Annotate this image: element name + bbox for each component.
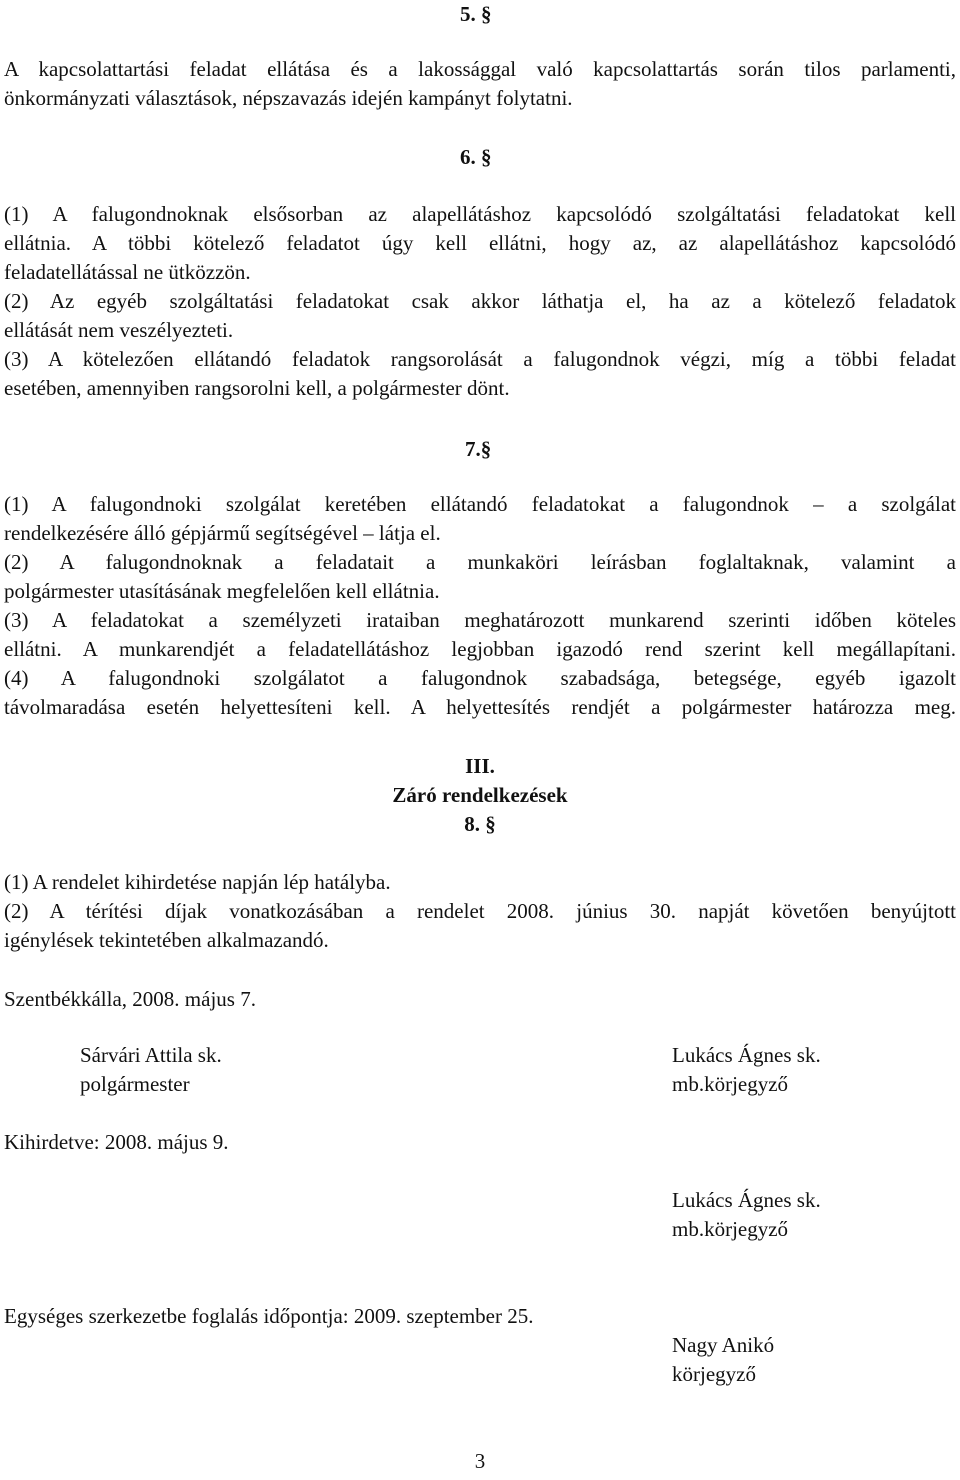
section-7-heading: 7.§ — [465, 437, 492, 461]
section-6-line-3: feladatellátással ne ütközzön. — [4, 260, 251, 284]
section-8-heading: 8. § — [464, 812, 496, 836]
notary-title: mb.körjegyző — [672, 1072, 789, 1096]
section-7-line-8: távolmaradása esetén helyettesíteni kell. A helyettesítés rendjét a polgármester határozza meg. — [4, 695, 956, 719]
section-7-line-7: (4) A falugondnoki szolgálatot a falugondnok szabadsága, betegsége, egyéb igazolt — [4, 666, 956, 690]
chapter-title: Záró rendelkezések — [392, 783, 568, 807]
section-8-line-1: (1) A rendelet kihirdetése napján lép hatályba. — [4, 870, 391, 894]
section-6-line-6: (3) A kötelezően ellátandó feladatok rangsorolását a falugondnok végzi, míg a többi feladat — [4, 347, 956, 371]
section-6-line-7: esetében, amennyiben rangsorolni kell, a polgármester dönt. — [4, 376, 510, 400]
mayor-title: polgármester — [80, 1072, 190, 1096]
page-number: 3 — [474, 1449, 486, 1473]
promulgation-signer-title: mb.körjegyző — [672, 1217, 789, 1241]
chapter-number: III. — [465, 754, 495, 778]
mayor-name: Sárvári Attila sk. — [80, 1043, 222, 1067]
section-7-line-3: (2) A falugondnoknak a feladatait a munkaköri leírásban foglaltaknak, valamint a — [4, 550, 956, 574]
section-7-line-2: rendelkezésére álló gépjármű segítségével – látja el. — [4, 521, 441, 545]
consolidation-signer-name: Nagy Anikó — [672, 1333, 775, 1357]
section-5-line-2: önkormányzati választások, népszavazás idején kampányt folytatni. — [4, 86, 573, 110]
consolidation-signer-title: körjegyző — [672, 1362, 756, 1386]
section-8-line-2: (2) A térítési díjak vonatkozásában a rendelet 2008. június 30. napját követően benyújtott — [4, 899, 956, 923]
section-6-line-2: ellátnia. A többi kötelező feladatot úgy kell ellátni, hogy az, az alapellátáshoz kapcsolódó — [4, 231, 956, 255]
section-6-line-5: ellátását nem veszélyezteti. — [4, 318, 234, 342]
section-6-heading: 6. § — [460, 145, 492, 169]
section-7-line-5: (3) A feladatokat a személyzeti irataiban meghatározott munkarend szerinti időben köteles — [4, 608, 956, 632]
section-5-heading: 5. § — [460, 2, 492, 26]
promulgation-signer-name: Lukács Ágnes sk. — [672, 1188, 821, 1212]
section-7-line-4: polgármester utasításának megfelelően kell ellátnia. — [4, 579, 440, 603]
section-6-line-4: (2) Az egyéb szolgáltatási feladatokat csak akkor láthatja el, ha az a kötelező feladatok — [4, 289, 956, 313]
section-5-line-1: A kapcsolattartási feladat ellátása és a lakossággal való kapcsolattartás során tilos parlamenti, — [4, 57, 956, 81]
section-7-line-1: (1) A falugondnoki szolgálat keretében ellátandó feladatokat a falugondnok – a szolgálat — [4, 492, 956, 516]
section-6-line-1: (1) A falugondnoknak elsősorban az alapellátáshoz kapcsolódó szolgáltatási feladatokat kell — [4, 202, 956, 226]
section-7-line-6: ellátni. A munkarendjét a feladatellátáshoz legjobban igazodó rend szerint kell megállapítani. — [4, 637, 956, 661]
consolidation-date: Egységes szerkezetbe foglalás időpontja: 2009. szeptember 25. — [4, 1304, 534, 1328]
notary-name: Lukács Ágnes sk. — [672, 1043, 821, 1067]
section-8-line-3: igénylések tekintetében alkalmazandó. — [4, 928, 329, 952]
promulgation-date: Kihirdetve: 2008. május 9. — [4, 1130, 229, 1154]
place-date: Szentbékkálla, 2008. május 7. — [4, 987, 256, 1011]
